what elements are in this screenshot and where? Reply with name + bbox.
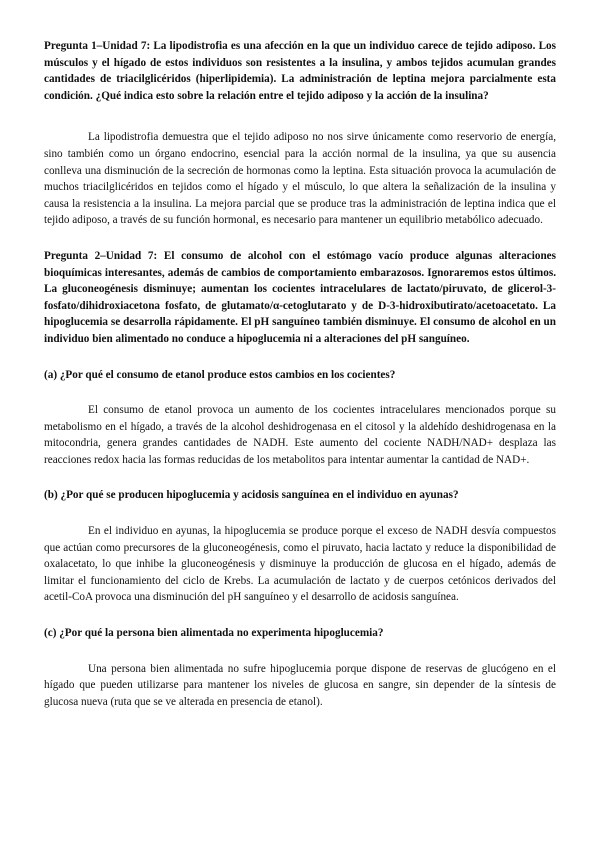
answer-1: La lipodistrofia demuestra que el tejido adiposo no nos sirve únicamente como reservorio de energía, sino también como un órgano endocrino, esencial para la acción normal de la insulina, ya que su ausencia conlleva una disminución de la secreción de hormonas como la leptina. Esta situación provoca la acumulación de muchos triacilglicéridos en tejidos como el hígado y el músculo, lo que altera la señalización de la insulina y causa la resistencia a la insulina. La mejora parcial que se produce tras la administración de leptina indica que el tejido adiposo, a través de su función hormonal, es necesario para mantener un equilibrio metabólico adecuado. [44, 131, 556, 227]
question-2b: (b) ¿Por qué se producen hipoglucemia y acidosis sanguínea en el individuo en ayunas? [44, 489, 459, 502]
question-2: Pregunta 2–Unidad 7: El consumo de alcohol con el estómago vacío produce algunas alteraciones bioquímicas interesantes, además de cambios de comportamiento embarazosos. Ignoraremos estos últimos. La gluconeogénesis disminuye; aumentan los cocientes intracelulares de lactato/piruvato, de glicerol-3-fosfato/dihidroxiacetona fosfato, de glutamato/α-cetoglutarato y de D-3-hidroxibutirato/acetoacetato. La hipoglucemia se desarrolla rápidamente. El pH sanguíneo también disminuye. El consumo de alcohol en un individuo bien alimentado no conduce a hipoglucemia ni a alteraciones del pH sanguíneo. [44, 249, 556, 345]
answer-2a: El consumo de etanol provoca un aumento de los cocientes intracelulares mencionados porque su metabolismo en el hígado, a través de la alcohol deshidrogenasa en el citosol y la aldehído deshidrogenasa en la mitocondria, genera grandes cantidades de NADH. Este aumento del cociente NADH/NAD+ desplaza las reacciones redox hacia las formas reducidas de los metabolitos para intentar aumentar la cantidad de NAD+. [44, 404, 556, 466]
question-1: Pregunta 1–Unidad 7: La lipodistrofia es una afección en la que un individuo carece de tejido adiposo. Los músculos y el hígado de estos individuos son resistentes a la insulina, y ambos tejidos acumulan grandes cantidades de triacilglicéridos (hiperlipidemia). La administración de leptina mejora parcialmente esta condición. ¿Qué indica esto sobre la relación entre el tejido adiposo y la acción de la insulina? [44, 40, 556, 102]
question-2c: (c) ¿Por qué la persona bien alimentada no experimenta hipoglucemia? [44, 627, 384, 640]
answer-2b: En el individuo en ayunas, la hipoglucemia se produce porque el exceso de NADH desvía compuestos que actúan como precursores de la gluconeogénesis, como el piruvato, hacia lactato y reduce la disponibilidad de oxalacetato, lo que inhibe la gluconeogénesis y disminuye la producción de glucosa en el hígado, además de limitar el funcionamiento del ciclo de Krebs. La acumulación de lactato y de cuerpos cetónicos derivados del acetil-CoA provoca una disminución del pH sanguíneo y el desarrollo de acidosis sanguínea. [44, 525, 556, 604]
answer-2c: Una persona bien alimentada no sufre hipoglucemia porque dispone de reservas de glucógeno en el hígado que pueden utilizarse para mantener los niveles de glucosa en sangre, sin depender de la síntesis de glucosa nueva (ruta que se ve alterada en presencia de etanol). [44, 662, 556, 708]
question-2a: (a) ¿Por qué el consumo de etanol produce estos cambios en los cocientes? [44, 368, 396, 381]
